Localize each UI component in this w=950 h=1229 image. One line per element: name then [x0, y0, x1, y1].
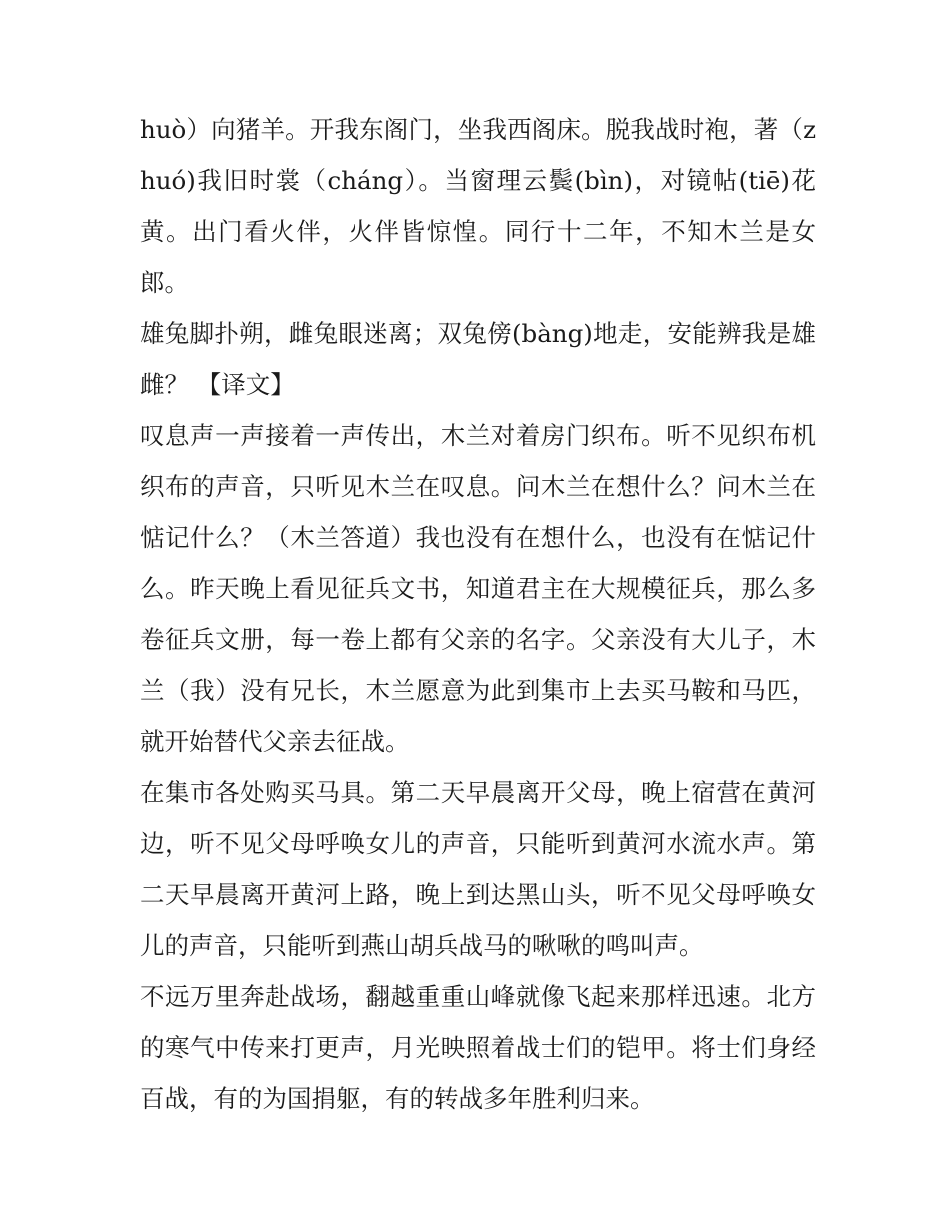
translation-paragraph-2: 在集市各处购买马具。第二天早晨离开父母，晚上宿营在黄河边，听不见父母呼唤女儿的声音，只能听到黄河水流水声。第二天早晨离开黄河上路，晚上到达黑山头，听不见父母呼唤女儿的声音，只能听到燕山胡兵战马的啾啾的鸣叫声。: [140, 778, 816, 960]
poem-text-ending: huò）向猪羊。开我东阁门，坐我西阁床。脱我战时袍，著（zhuó)我旧时裳（cháng）。当窗理云鬓(bìn)，对镜帖(tiē)花黄。出门看火伴，火伴皆惊惶。同行十二年，不知木兰是女郎。: [140, 115, 816, 297]
poem-text-closing-couplet: 雄兔脚扑朔，雌兔眼迷离；双兔傍(bàng)地走，安能辨我是雄雌？ 【译文】: [140, 319, 816, 399]
translation-paragraph-1: 叹息声一声接着一声传出，木兰对着房门织布。听不见织布机织布的声音，只听见木兰在叹息。问木兰在想什么？问木兰在惦记什么？（木兰答道）我也没有在想什么，也没有在惦记什么。昨天晚上看见征兵文书，知道君主在大规模征兵，那么多卷征兵文册，每一卷上都有父亲的名字。父亲没有大儿子，木兰（我）没有兄长，木兰愿意为此到集市上去买马鞍和马匹，就开始替代父亲去征战。: [140, 421, 816, 756]
translation-paragraph-3: 不远万里奔赴战场，翻越重重山峰就像飞起来那样迅速。北方的寒气中传来打更声，月光映照着战士们的铠甲。将士们身经百战，有的为国捐躯，有的转战多年胜利归来。: [140, 982, 816, 1113]
document-body: [140, 104, 816, 1124]
